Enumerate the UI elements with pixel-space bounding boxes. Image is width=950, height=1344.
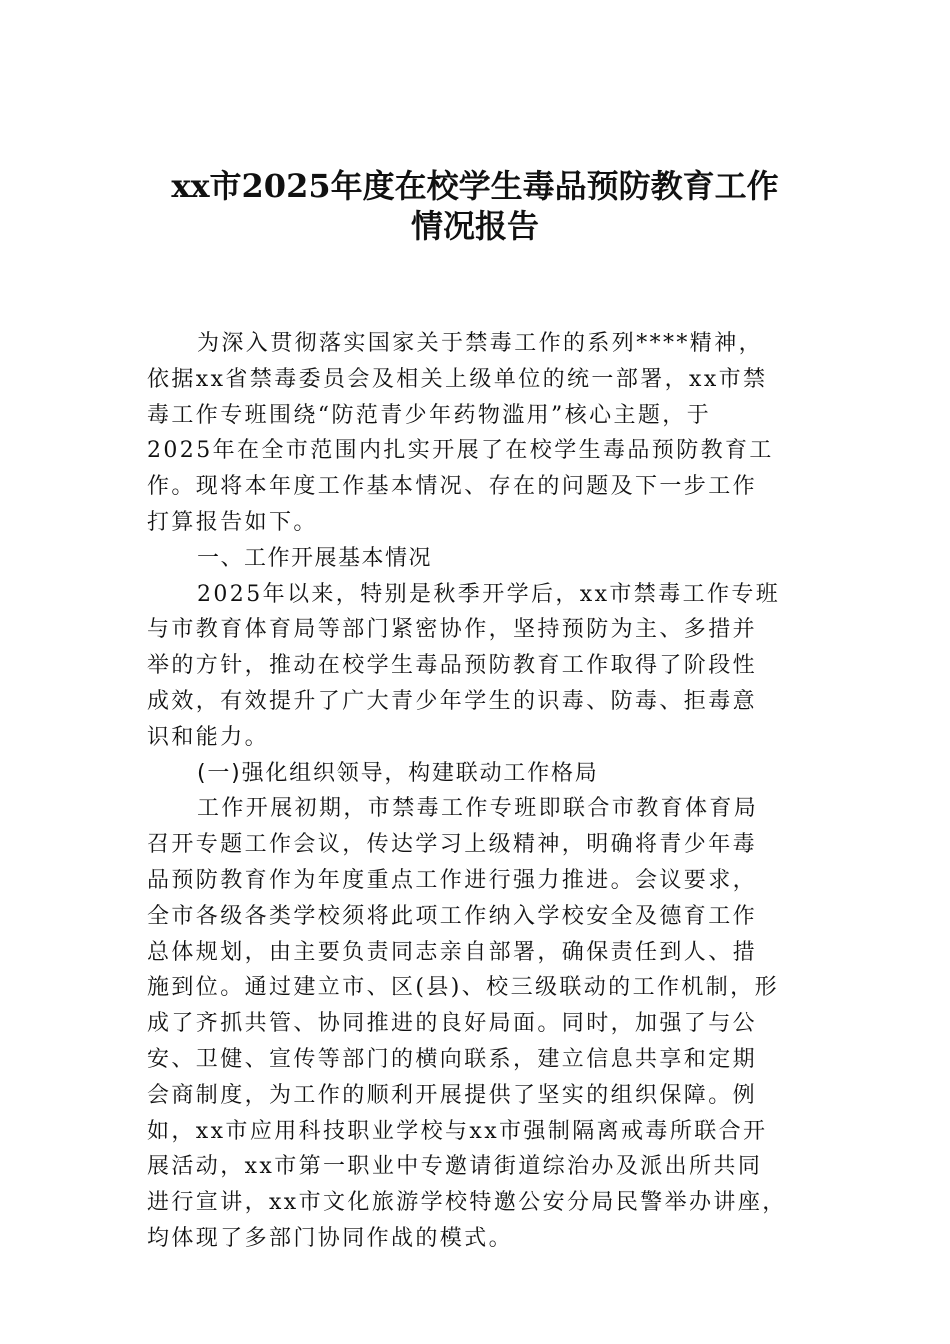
paragraph-line: 展活动，xx市第一职业中专邀请街道综治办及派出所共同 (147, 1154, 763, 1180)
paragraph-line: 全市各级各类学校须将此项工作纳入学校安全及德育工作 (147, 903, 758, 929)
paragraph-line: 工作开展初期，市禁毒工作专班即联合市教育体育局 (197, 796, 759, 822)
paragraph-line: 依据xx省禁毒委员会及相关上级单位的统一部署，xx市禁 (147, 366, 768, 392)
paragraph-line: 进行宣讲，xx市文化旅游学校特邀公安分局民警举办讲座， (147, 1190, 787, 1216)
paragraph-line: 会商制度，为工作的顺利开展提供了坚实的组织保障。例 (147, 1082, 758, 1108)
paragraph-line: 品预防教育作为年度重点工作进行强力推进。会议要求， (147, 867, 758, 893)
document-title-line-2: 情况报告 (410, 207, 539, 245)
subsection-heading: (一)强化组织领导，构建联动工作格局 (197, 760, 599, 786)
paragraph-line: 安、卫健、宣传等部门的横向联系，建立信息共享和定期 (147, 1046, 758, 1072)
paragraph-line: 与市教育体育局等部门紧密协作，坚持预防为主、多措并 (147, 617, 758, 643)
paragraph-line: 如，xx市应用科技职业学校与xx市强制隔离戒毒所联合开 (147, 1118, 768, 1144)
document-title-line-1: xx市2025年度在校学生毒品预防教育工作 (171, 167, 779, 205)
paragraph-line: 2025年以来，特别是秋季开学后，xx市禁毒工作专班 (197, 581, 781, 607)
paragraph-line: 成了齐抓共管、协同推进的良好局面。同时，加强了与公 (147, 1011, 758, 1037)
paragraph-line: 打算报告如下。 (147, 509, 318, 535)
paragraph-line: 举的方针，推动在校学生毒品预防教育工作取得了阶段性 (147, 653, 758, 679)
paragraph-line: 为深入贯彻落实国家关于禁毒工作的系列****精神， (197, 331, 764, 356)
paragraph-line: 识和能力。 (147, 724, 270, 750)
paragraph-line: 总体规划，由主要负责同志亲自部署，确保责任到人、措 (147, 939, 758, 965)
paragraph-line: 毒工作专班围绕“防范青少年药物滥用”核心主题，于 (147, 402, 712, 428)
paragraph-line: 作。现将本年度工作基本情况、存在的问题及下一步工作 (147, 474, 758, 500)
paragraph-line: 均体现了多部门协同作战的模式。 (147, 1225, 514, 1251)
paragraph-line: 成效，有效提升了广大青少年学生的识毒、防毒、拒毒意 (147, 688, 758, 714)
paragraph-line: 2025年在全市范围内扎实开展了在校学生毒品预防教育工 (147, 438, 774, 464)
document-body (147, 326, 807, 1257)
paragraph-line: 施到位。通过建立市、区(县)、校三级联动的工作机制，形 (147, 975, 779, 1001)
section-heading: 一、工作开展基本情况 (197, 545, 433, 571)
paragraph-line: 召开专题工作会议，传达学习上级精神，明确将青少年毒 (147, 832, 758, 858)
